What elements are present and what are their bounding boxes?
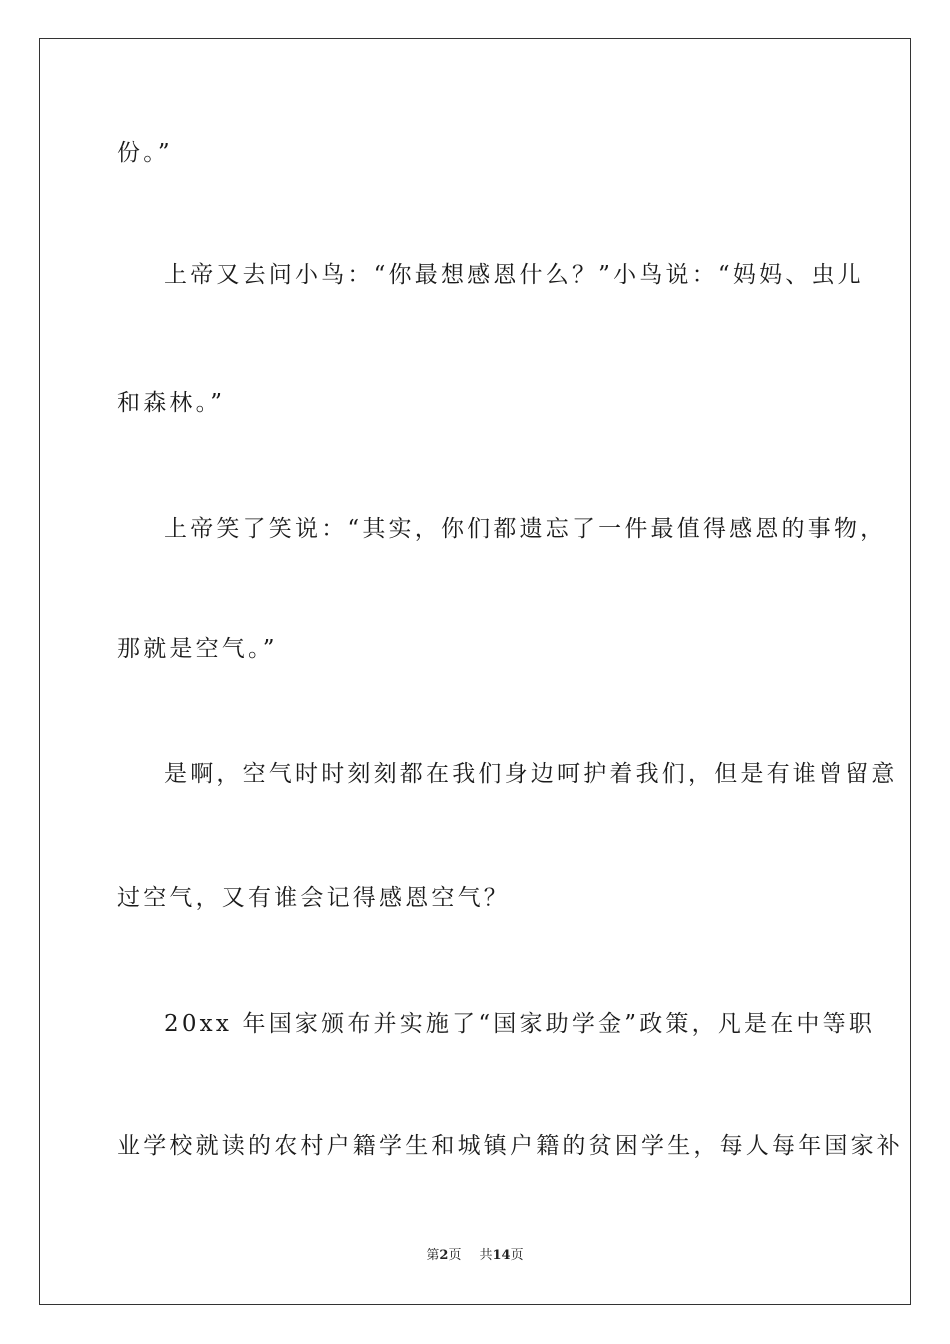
text-line-9: 业学校就读的农村户籍学生和城镇户籍的贫困学生，每人每年国家补 (117, 1133, 903, 1159)
page-border (39, 38, 911, 1305)
page-prefix: 第 (426, 1248, 440, 1263)
text-line-4: 上帝笑了笑说：“其实，你们都遗忘了一件最值得感恩的事物， (164, 516, 887, 542)
text-line-7: 过空气，又有谁会记得感恩空气？ (117, 885, 510, 911)
text-line-2: 上帝又去问小鸟：“你最想感恩什么？”小鸟说：“妈妈、虫儿 (164, 262, 864, 288)
total-prefix: 共 (479, 1248, 493, 1263)
page-suffix: 页 (448, 1248, 462, 1263)
text-line-6: 是啊，空气时时刻刻都在我们身边呵护着我们，但是有谁曾留意 (164, 761, 898, 787)
page-footer (0, 1247, 950, 1265)
text-line-8: 20xx 年国家颁布并实施了“国家助学金”政策，凡是在中等职 (164, 1011, 876, 1037)
text-line-3: 和森林。” (117, 390, 226, 416)
text-line-1: 份。” (117, 140, 173, 166)
total-suffix: 页 (510, 1248, 524, 1263)
total-pages: 14 (492, 1248, 511, 1263)
page-number: 2 (439, 1248, 449, 1263)
text-line-5: 那就是空气。” (117, 636, 278, 662)
